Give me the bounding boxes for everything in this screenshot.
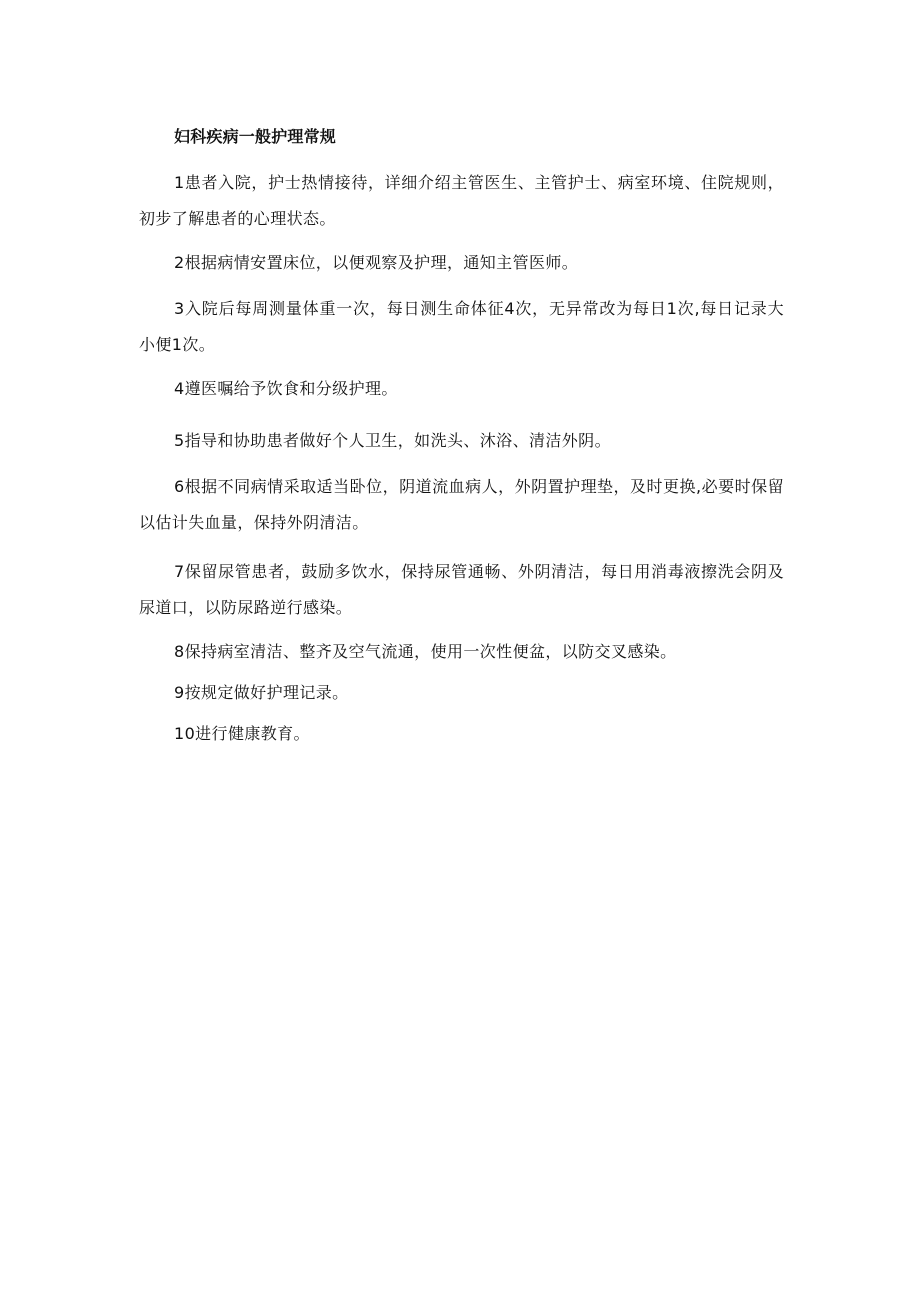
paragraph-10: 10进行健康教育。: [174, 724, 310, 743]
document-title: 妇科疾病一般护理常规: [174, 127, 337, 146]
paragraph-3: 3入院后每周测量体重一次，每日测生命体征4次，无异常改为每日1次,每日记录大小便1次。: [139, 299, 784, 354]
paragraph-6: 6根据不同病情采取适当卧位，阴道流血病人，外阴置护理垫，及时更换,必要时保留以估计失血量，保持外阴清洁。: [139, 477, 784, 532]
paragraph-9: 9按规定做好护理记录。: [174, 683, 349, 702]
paragraph-8: 8保持病室清洁、整齐及空气流通，使用一次性便盆，以防交叉感染。: [174, 642, 677, 661]
paragraph-2: 2根据病情安置床位，以便观察及护理，通知主管医师。: [174, 253, 579, 272]
paragraph-5: 5指导和协助患者做好个人卫生，如洗头、沐浴、清洁外阴。: [174, 431, 611, 450]
paragraph-1: 1患者入院，护士热情接待，详细介绍主管医生、主管护士、病室环境、住院规则，初步了解患者的心理状态。: [139, 173, 784, 228]
paragraph-7: 7保留尿管患者，鼓励多饮水，保持尿管通畅、外阴清洁，每日用消毒液擦洗会阴及尿道口，以防尿路逆行感染。: [139, 562, 784, 617]
document-content: [139, 124, 784, 762]
paragraph-4: 4遵医嘱给予饮食和分级护理。: [174, 379, 398, 398]
